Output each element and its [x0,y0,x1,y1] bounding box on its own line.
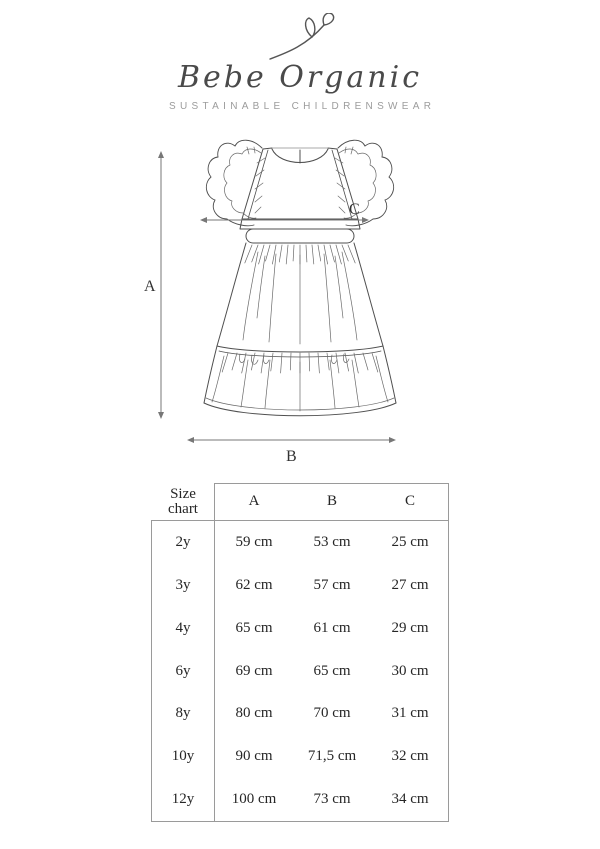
size-label: 6y [175,662,191,679]
measurement-value: 80 cm [235,705,273,722]
brand-name: Bebe Organic [177,60,423,95]
measure-arrow-b [187,437,396,443]
measurement-value: 25 cm [391,533,429,550]
size-table-body [151,521,449,821]
column-header-c: C [404,493,415,509]
table-border-bottom [151,821,449,822]
table-row [151,778,449,821]
measurement-value: 53 cm [313,533,351,550]
measurement-value: 71,5 cm [307,748,357,765]
size-table [151,483,449,822]
size-label: 10y [171,748,195,765]
corner-header-label: Size chart [168,485,198,517]
size-table-header [151,483,449,520]
measurement-value: 90 cm [235,748,273,765]
measure-arrow-c [200,217,369,223]
measurement-value: 59 cm [235,533,273,550]
measure-label-b: B [286,448,297,465]
brand-tagline: SUSTAINABLE CHILDRENSWEAR [169,101,436,112]
measure-label-a: A [144,278,156,295]
measurement-value: 27 cm [391,576,429,593]
table-row [151,650,449,693]
ruffle-sleeve-left [206,140,265,226]
measurement-value: 70 cm [313,705,351,722]
waistband-sketch [246,229,354,243]
table-row [151,521,449,564]
size-label: 2y [175,533,191,550]
ruffle-sleeve-right [335,140,394,226]
measure-label-c: C [349,201,360,218]
measurement-value: 29 cm [391,619,429,636]
table-row [151,607,449,650]
measurement-value: 62 cm [235,576,273,593]
measurement-value: 65 cm [235,619,273,636]
measurement-value: 65 cm [313,662,351,679]
size-label: 3y [175,576,191,593]
size-label: 8y [175,705,191,722]
measurement-value: 31 cm [391,705,429,722]
measurement-value: 32 cm [391,748,429,765]
size-label: 4y [175,619,191,636]
bodice-sketch [240,148,360,229]
corner-header-cell [151,483,215,520]
table-row [151,735,449,778]
measurement-value: 73 cm [313,791,351,808]
measurement-value: 100 cm [231,791,277,808]
column-header-b: B [326,493,337,509]
size-label: 12y [171,791,195,808]
measurement-value: 57 cm [313,576,351,593]
measurement-value: 69 cm [235,662,273,679]
measure-arrow-a [158,151,164,419]
column-header-a: A [248,493,260,509]
measurement-value: 30 cm [391,662,429,679]
measurement-value: 34 cm [391,791,429,808]
measurement-value: 61 cm [313,619,351,636]
table-row [151,564,449,607]
table-row [151,692,449,735]
